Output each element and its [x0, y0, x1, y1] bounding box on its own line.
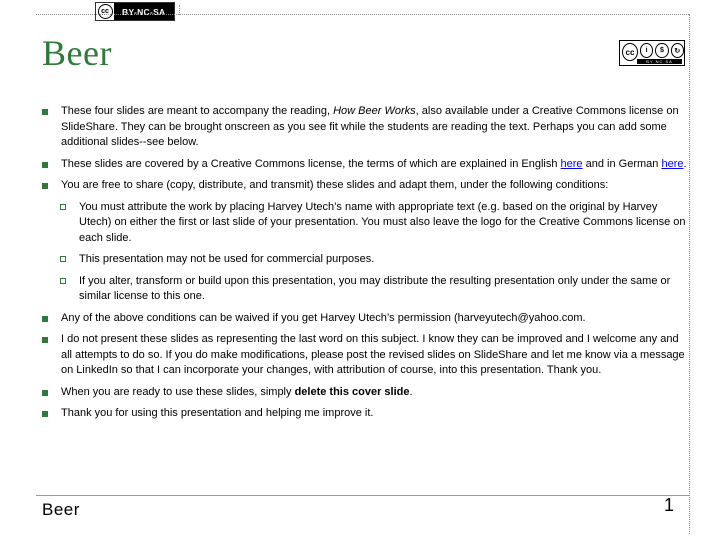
bullet-item: Thank you for using this presentation and helping me improve it.: [42, 406, 687, 422]
sub-bullet-item: This presentation may not be used for commercial purposes.: [42, 252, 687, 268]
page-number: 1: [664, 495, 675, 515]
slide-footer-title: Beer: [42, 500, 80, 519]
german-license-link[interactable]: here: [661, 157, 684, 170]
noncommercial-icon: $: [655, 43, 668, 58]
bullet-item: When you are ready to use these slides, simply delete this cover slide.: [42, 385, 687, 401]
slide-title: Beer: [42, 33, 112, 73]
cc-license-badge[interactable]: [95, 2, 175, 21]
english-license-link[interactable]: here: [560, 157, 583, 170]
bullet-item: These slides are covered by a Creative Commons license, the terms of which are explained in English here and in German here.: [42, 157, 687, 173]
slide-footer-rule: [36, 495, 689, 496]
bullet-item: Any of the above conditions can be waived if you get Harvey Utech’s permission (harveyutech@yahoo.com.: [42, 311, 687, 327]
license-badge-label: BY-NC-SA: [114, 3, 174, 20]
slide-body: [42, 104, 687, 428]
emphasis: delete this cover slide: [294, 385, 410, 398]
creative-commons-logo: [619, 40, 685, 66]
slide-right-border: [689, 14, 690, 534]
sub-bullet-item: You must attribute the work by placing Harvey Utech’s name with appropriate text (e.g. based on the original by Harvey Utech) on either the first or last slide of your presentation. You must also leave the logo for the Creative Commons license on each slide.: [42, 200, 687, 247]
book-title: How Beer Works: [333, 105, 416, 117]
cc-icon: cc: [96, 3, 114, 20]
bullet-item: I do not present these slides as representing the last word on this subject. I know they can be improved and I welcome any and all attempts to do so. If you do make modifications, please post the revised slides on SlideShare and let me know via a message on LinkedIn so that I can incorporate your changes, with attribution of course, into this presentation. Thank you.: [42, 332, 687, 379]
cc-logo-label: BY NC SA: [637, 59, 682, 64]
bullet-item: These four slides are meant to accompany the reading, How Beer Works, also available under a Creative Commons license on SlideShare. They can be brought onscreen as you see fit while the students are reading the text. Perhaps you can add some additional slides--see below.: [42, 104, 687, 151]
sub-bullet-item: If you alter, transform or build upon this presentation, you may distribute the resulting presentation only under the same or similar license to this one.: [42, 274, 687, 305]
cc-icon: cc: [622, 43, 638, 61]
sharealike-icon: ↻: [671, 43, 684, 58]
bullet-item: You are free to share (copy, distribute, and transmit) these slides and adapt them, under the following conditions:: [42, 178, 687, 194]
slide-top-border: [36, 14, 689, 15]
attribution-icon: i: [640, 43, 653, 58]
